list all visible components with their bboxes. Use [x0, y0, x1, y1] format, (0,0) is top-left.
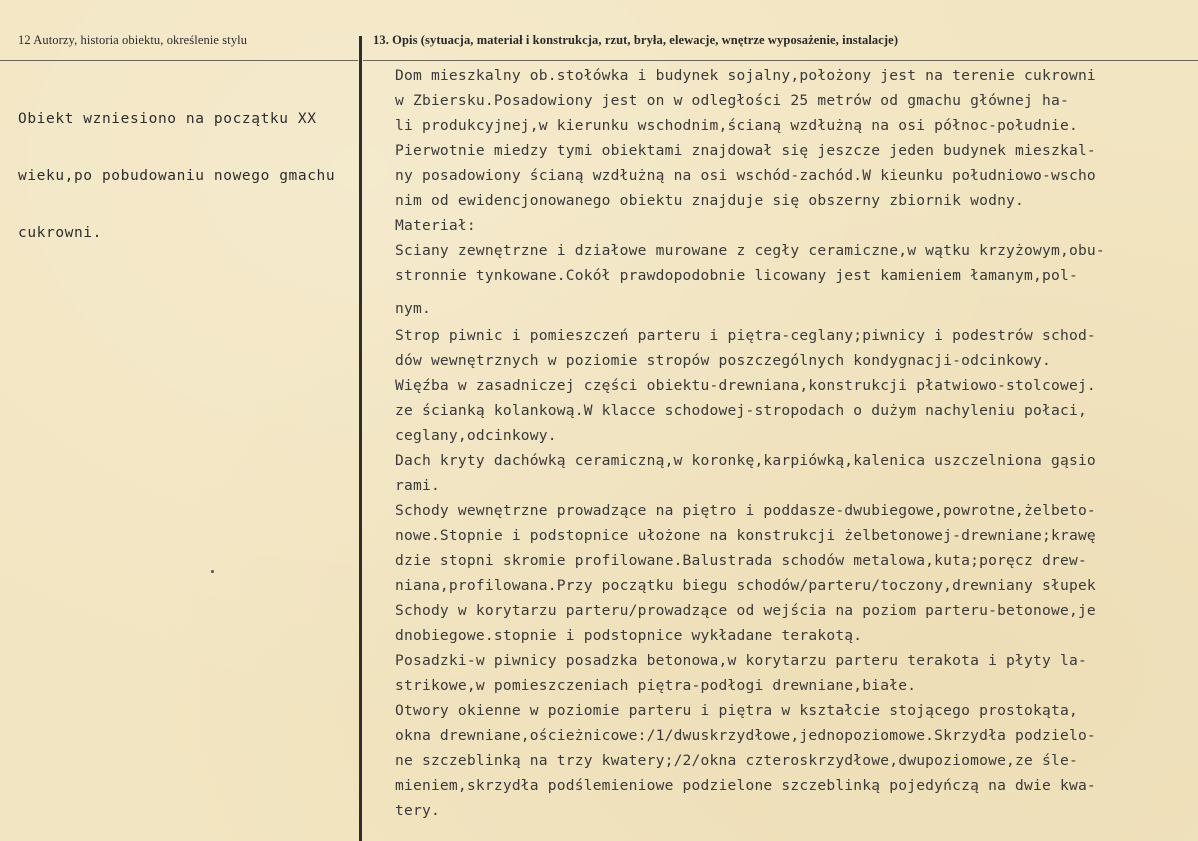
section-12-header: 12 Autorzy, historia obiektu, określenie stylu [18, 33, 248, 47]
text-line: Sciany zewnętrzne i działowe murowane z cegły ceramiczne,w wątku krzyżowym,obu- [395, 242, 1105, 259]
text-line: w Zbiersku.Posadowiony jest on w odległości 25 metrów od gmachu głównej ha- [395, 92, 1069, 109]
text-line: dnobiegowe.stopnie i podstopnice wykładane terakotą. [395, 627, 863, 644]
left-column [0, 0, 358, 841]
text-line: rami. [395, 477, 440, 494]
text-line: nowe.Stopnie i podstopnice ułożone na konstrukcji żelbetonowej-drewniane;krawę [395, 527, 1096, 544]
text-line: Schody w korytarzu parteru/prowadzące od wejścia na poziom parteru-betonowe,je [395, 602, 1096, 619]
text-line: dzie stopni skromie profilowane.Balustrada schodów metalowa,kuta;poręcz drew- [395, 552, 1087, 569]
text-line: ny posadowiony ścianą wzdłużną na osi wschód-zachód.W kieunku południowo-wscho [395, 167, 1096, 184]
text-line: ze ścianką kolankową.W klacce schodowej-stropodach o dużym nachyleniu połaci, [395, 402, 1087, 419]
text-line: li produkcyjnej,w kierunku wschodnim,ścianą wzdłużną na osi północ-południe. [395, 117, 1078, 134]
section-12-text [18, 72, 335, 281]
paper-speck [211, 570, 214, 573]
text-line: Strop piwnic i pomieszczeń parteru i piętra-ceglany;piwnicy i podestrów schod- [395, 327, 1096, 344]
text-line: wieku,po pobudowaniu nowego gmachu [18, 168, 336, 184]
text-line: strikowe,w pomieszczeniach piętra-podłogi drewniane,białe. [395, 677, 917, 694]
text-line: mieniem,skrzydła podślemieniowe podzielone szczeblinką pojedyńczą na dwie kwa- [395, 777, 1096, 794]
text-line: nim od ewidencjonowanego obiektu znajduje się obszerny zbiornik wodny. [395, 192, 1025, 209]
text-line: ne szczeblinką na trzy kwatery;/2/okna czteroskrzydłowe,dwupoziomowe,ze śle- [395, 752, 1078, 769]
text-line: Obiekt wzniesiono na początku XX [18, 111, 317, 127]
section-13-header: 13. Opis (sytuacja, materiał i konstrukcja, rzut, bryła, elewacje, wnętrze wyposażenie, instalacje) [373, 33, 899, 47]
text-line: Pierwotnie miedzy tymi obiektami znajdował się jeszcze jeden budynek mieszkal- [395, 142, 1096, 159]
text-line: ceglany,odcinkowy. [395, 427, 557, 444]
section-13-text [395, 67, 1105, 819]
header-rule-left [0, 60, 358, 61]
header-rule-right [363, 60, 1198, 61]
text-line: tery. [395, 802, 440, 819]
text-line: niana,profilowana.Przy początku biegu schodów/parteru/toczony,drewniany słupek [395, 577, 1096, 594]
text-line: Otwory okienne w poziomie parteru i piętra w kształcie stojącego prostokąta, [395, 702, 1078, 719]
column-divider [359, 36, 362, 841]
text-line: Dach kryty dachówką ceramiczną,w koronkę,karpiówką,kalenica uszczelniona gąsio [395, 452, 1096, 469]
text-line: Materiał: [395, 217, 476, 234]
text-line: dów wewnętrznych w poziomie stropów poszczególnych kondygnacji-odcinkowy. [395, 352, 1051, 369]
text-line: Posadzki-w piwnicy posadzka betonowa,w korytarzu parteru terakota i płyty la- [395, 652, 1087, 669]
text-line: Schody wewnętrzne prowadzące na piętro i poddasze-dwubiegowe,powrotne,żelbeto- [395, 502, 1096, 519]
text-line: cukrowni. [18, 225, 102, 241]
text-line: stronnie tynkowane.Cokół prawdopodobnie licowany jest kamieniem łamanym,pol- [395, 267, 1078, 284]
text-line: Dom mieszkalny ob.stołówka i budynek sojalny,położony jest na terenie cukrowni [395, 67, 1096, 84]
text-line: okna drewniane,ościeżnicowe:/1/dwuskrzydłowe,jednopoziomowe.Skrzydła podzielo- [395, 727, 1096, 744]
text-line: nym. [395, 300, 431, 317]
text-line: Więźba w zasadniczej części obiektu-drewniana,konstrukcji płatwiowo-stolcowej. [395, 377, 1096, 394]
